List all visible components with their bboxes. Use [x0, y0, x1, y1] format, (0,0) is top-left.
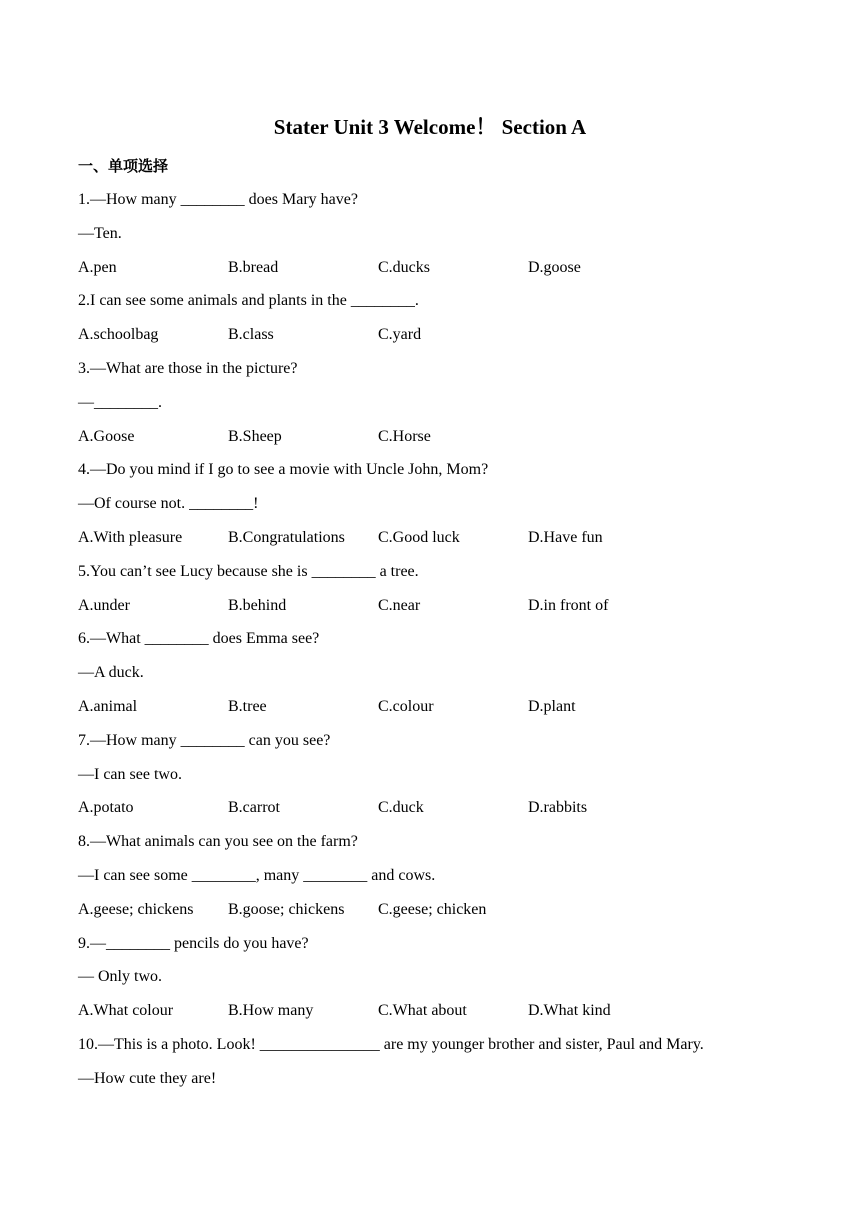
option-d: D.What kind [528, 1002, 611, 1019]
option-b: B.carrot [228, 799, 280, 816]
option-a: A.under [78, 597, 130, 614]
question-text: 9.—________ pencils do you have? [78, 935, 309, 952]
option-a: A.With pleasure [78, 529, 183, 546]
question-text: 4.—Do you mind if I go to see a movie with Uncle John, Mom? [78, 461, 489, 478]
question-text: 7.—How many ________ can you see? [78, 732, 331, 749]
option-c: C.colour [378, 698, 434, 715]
question-text: 5.You can’t see Lucy because she is ________ a tree. [78, 563, 419, 580]
option-c: C.What about [378, 1002, 467, 1019]
answer-text: —Ten. [78, 225, 122, 242]
option-a: A.geese; chickens [78, 901, 194, 918]
question-text: 6.—What ________ does Emma see? [78, 630, 320, 647]
option-b: B.How many [228, 1002, 314, 1019]
option-b: B.tree [228, 698, 267, 715]
option-b: B.Sheep [228, 428, 282, 445]
option-b: B.goose; chickens [228, 901, 345, 918]
option-d: D.in front of [528, 597, 609, 614]
option-c: C.near [378, 597, 421, 614]
option-c: C.yard [378, 326, 422, 343]
option-d: D.goose [528, 259, 581, 276]
option-a: A.What colour [78, 1002, 174, 1019]
answer-text: —I can see some ________, many ________ and cows. [78, 867, 436, 884]
answer-text: —How cute they are! [78, 1070, 217, 1087]
option-b: B.behind [228, 597, 287, 614]
option-b: B.Congratulations [228, 529, 345, 546]
option-d: D.rabbits [528, 799, 588, 816]
question-text: 2.I can see some animals and plants in the ________. [78, 292, 419, 309]
answer-text: —________. [78, 394, 162, 411]
option-b: B.bread [228, 259, 279, 276]
option-a: A.schoolbag [78, 326, 159, 343]
option-c: C.Good luck [378, 529, 460, 546]
option-c: C.Horse [378, 428, 431, 445]
answer-text: —I can see two. [78, 766, 182, 783]
answer-text: —Of course not. ________! [78, 495, 259, 512]
option-a: A.animal [78, 698, 138, 715]
question-text: 10.—This is a photo. Look! _______________ are my younger brother and sister, Paul and Mary. [78, 1036, 704, 1053]
option-c: C.duck [378, 799, 424, 816]
answer-text: — Only two. [78, 968, 162, 985]
option-a: A.pen [78, 259, 117, 276]
option-c: C.ducks [378, 259, 430, 276]
question-text: 8.—What animals can you see on the farm? [78, 833, 358, 850]
option-a: A.Goose [78, 428, 135, 445]
question-text: 1.—How many ________ does Mary have? [78, 191, 358, 208]
option-d: D.plant [528, 698, 576, 715]
answer-text: —A duck. [78, 664, 144, 681]
option-a: A.potato [78, 799, 134, 816]
option-d: D.Have fun [528, 529, 603, 546]
page-title: Stater Unit 3 Welcome！ Section A [273, 115, 587, 139]
option-c: C.geese; chicken [378, 901, 487, 918]
section-heading: 一、单项选择 [78, 157, 169, 175]
question-text: 3.—What are those in the picture? [78, 360, 298, 377]
option-b: B.class [228, 326, 274, 343]
